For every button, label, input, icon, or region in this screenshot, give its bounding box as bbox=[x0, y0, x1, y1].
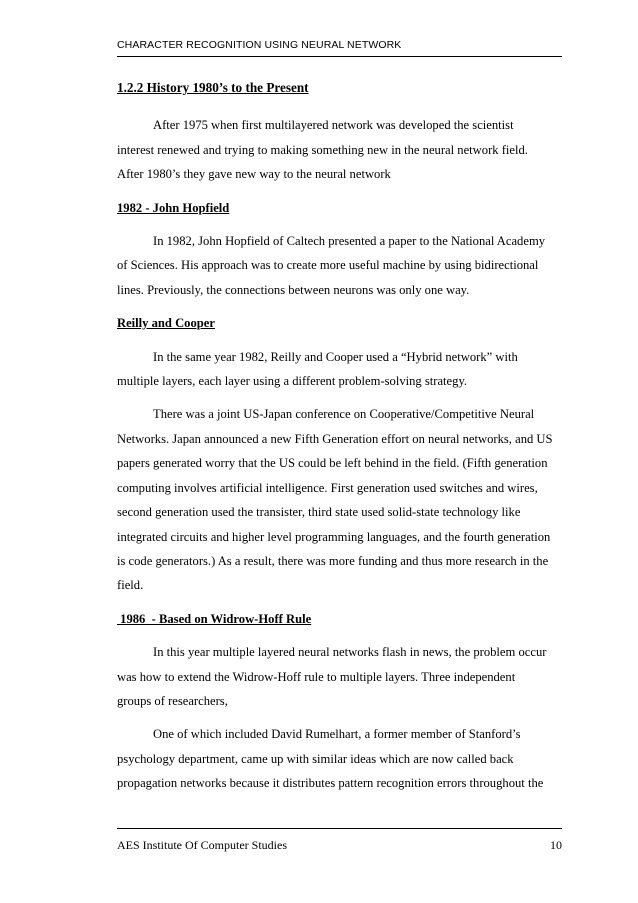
text-line: One of which included David Rumelhart, a former member of Stanford’s bbox=[153, 727, 521, 742]
text-line: papers generated worry that the US could be left behind in the field. (Fifth generation bbox=[117, 456, 548, 471]
text-line: is code generators.) As a result, there was more funding and thus more research in the bbox=[117, 553, 549, 568]
section-heading: 1.2.2 History 1980’s to the Present bbox=[117, 80, 309, 95]
footer-rule bbox=[117, 828, 562, 829]
page-number: 10 bbox=[550, 838, 562, 852]
text-line: In the same year 1982, Reilly and Cooper used a “Hybrid network” with bbox=[153, 349, 518, 364]
text-line: of Sciences. His approach was to create more useful machine by using bidirectional bbox=[117, 258, 539, 273]
reilly-cooper-heading: Reilly and Cooper bbox=[117, 316, 215, 331]
widrow-paragraph-1 bbox=[117, 640, 562, 713]
text-line: field. bbox=[117, 578, 144, 593]
text-line: In this year multiple layered neural networks flash in news, the problem occur bbox=[153, 645, 547, 660]
text-line: was how to extend the Widrow-Hoff rule to multiple layers. Three independent bbox=[117, 669, 516, 684]
text-line: In 1982, John Hopfield of Caltech presented a paper to the National Academy bbox=[153, 234, 546, 249]
text-line: multiple layers, each layer using a different problem-solving strategy. bbox=[117, 374, 468, 389]
document-body bbox=[117, 76, 562, 805]
text-line: interest renewed and trying to making something new in the neural network field. bbox=[117, 142, 528, 157]
header-rule bbox=[117, 56, 562, 57]
intro-paragraph bbox=[117, 113, 562, 186]
text-line: propagation networks because it distributes pattern recognition errors throughout the bbox=[117, 776, 544, 791]
text-line: Networks. Japan announced a new Fifth Generation effort on neural networks, and US bbox=[117, 431, 553, 446]
widrow-paragraph-2 bbox=[117, 722, 562, 795]
text-line: computing involves artificial intelligence. First generation used switches and wires, bbox=[117, 480, 538, 495]
text-line: psychology department, came up with similar ideas which are now called back bbox=[117, 751, 514, 766]
text-line: lines. Previously, the connections between neurons was only one way. bbox=[117, 282, 470, 297]
widrow-hoff-heading: 1986 - Based on Widrow-Hoff Rule bbox=[117, 611, 312, 626]
reilly-paragraph-2 bbox=[117, 402, 562, 597]
text-line: groups of researchers, bbox=[117, 693, 228, 708]
footer-institute: AES Institute Of Computer Studies bbox=[117, 838, 287, 852]
text-line: integrated circuits and higher level programming languages, and the fourth generation bbox=[117, 529, 551, 544]
text-line: After 1980’s they gave new way to the neural network bbox=[117, 167, 391, 182]
running-header: CHARACTER RECOGNITION USING NEURAL NETWORK bbox=[117, 39, 402, 51]
text-line: After 1975 when first multilayered network was developed the scientist bbox=[153, 118, 514, 133]
reilly-paragraph-1 bbox=[117, 345, 562, 394]
hopfield-heading: 1982 - John Hopfield bbox=[117, 200, 230, 215]
hopfield-paragraph bbox=[117, 229, 562, 302]
text-line: There was a joint US-Japan conference on Cooperative/Competitive Neural bbox=[153, 407, 535, 422]
text-line: second generation used the transister, third state used solid-state technology like bbox=[117, 505, 521, 520]
